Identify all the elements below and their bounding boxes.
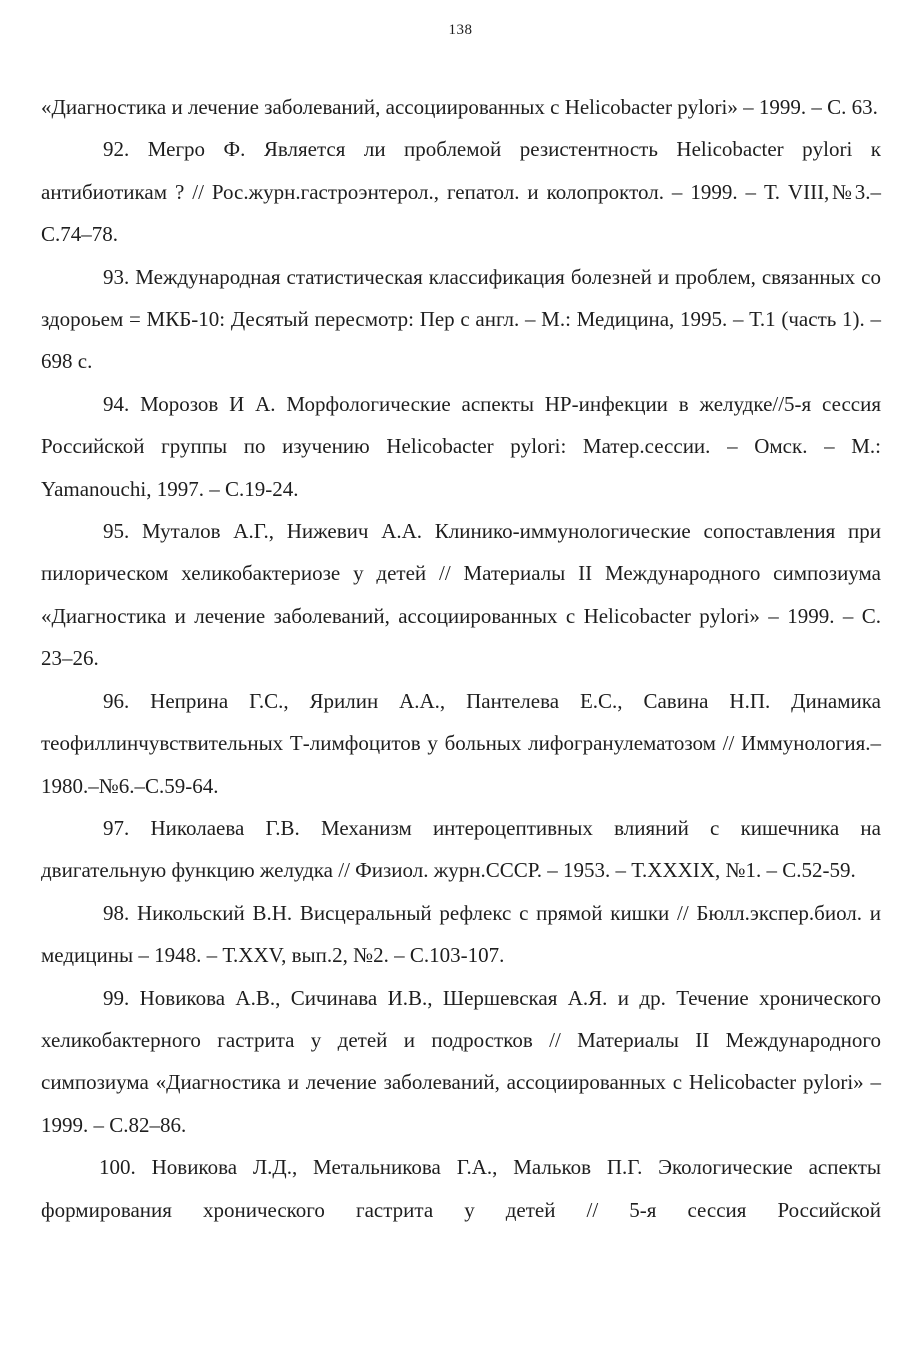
reference-item-98: 98. Никольский В.Н. Висцеральный рефлекс с прямой кишки // Бюлл.экспер.биол. и медицины – 1948. – Т.XXV, вып.2, №2. – С.103-107. (41, 900, 881, 968)
reference-item-96: 96. Неприна Г.С., Ярилин А.А., Пантелева Е.С., Савина Н.П. Динамика теофиллинчувствительных Т-лимфоцитов у больных лифогранулематозом // Иммунология.–1980.–№6.–С.59-64. (41, 688, 881, 798)
reference-item-92: 92. Мегро Ф. Является ли проблемой резистентность Helicobacter pylori к антибиотикам ? // Рос.журн.гастроэнтерол., гепатол. и колопроктол. – 1999. – Т. VIII,№3.–С.74–78. (41, 137, 881, 247)
reference-list (41, 86, 881, 1231)
reference-item-100: 100. Новикова Л.Д., Метальникова Г.А., Мальков П.Г. Экологические аспекты формирования хронического гастрита у детей // 5-я сессия Российской (41, 1155, 881, 1222)
reference-item-93: 93. Международная статистическая классификация болезней и проблем, связанных со здороьем = МКБ-10: Десятый пересмотр: Пер с англ. – М.: Медицина, 1995. – Т.1 (часть 1). – 698 с. (41, 264, 881, 374)
reference-item-95: 95. Муталов А.Г., Нижевич А.А. Клинико-иммунологические сопоставления при пилорическом хеликобактериозе у детей // Материалы II Международного симпозиума «Диагностика и лечение заболеваний, ассоциированных с Helicobacter pylori» – 1999. – С. 23–26. (41, 519, 881, 671)
reference-item-97: 97. Николаева Г.В. Механизм интероцептивных влияний с кишечника на двигательную функцию желудка // Физиол. журн.СССР. – 1953. – Т.XXXIX, №1. – С.52-59. (41, 815, 881, 883)
reference-item-94: 94. Морозов И А. Морфологические аспекты HP-инфекции в желудке//5-я сессия Российской группы по изучению Helicobacter pylori: Матер.сессии. – Омск. – М.: Yamanouchi, 1997. – С.19-24. (41, 391, 881, 501)
reference-item-99: 99. Новикова А.В., Сичинава И.В., Шершевская А.Я. и др. Течение хронического хеликобактерного гастрита у детей и подростков // Материалы II Международного симпозиума «Диагностика и лечение заболеваний, ассоциированных с Helicobacter pylori» – 1999. – С.82–86. (41, 985, 881, 1137)
reference-item-91-continuation: «Диагностика и лечение заболеваний, ассоциированных с Helicobacter pylori» – 1999. – С. 63. (41, 95, 878, 119)
page-number: 138 (448, 22, 473, 38)
